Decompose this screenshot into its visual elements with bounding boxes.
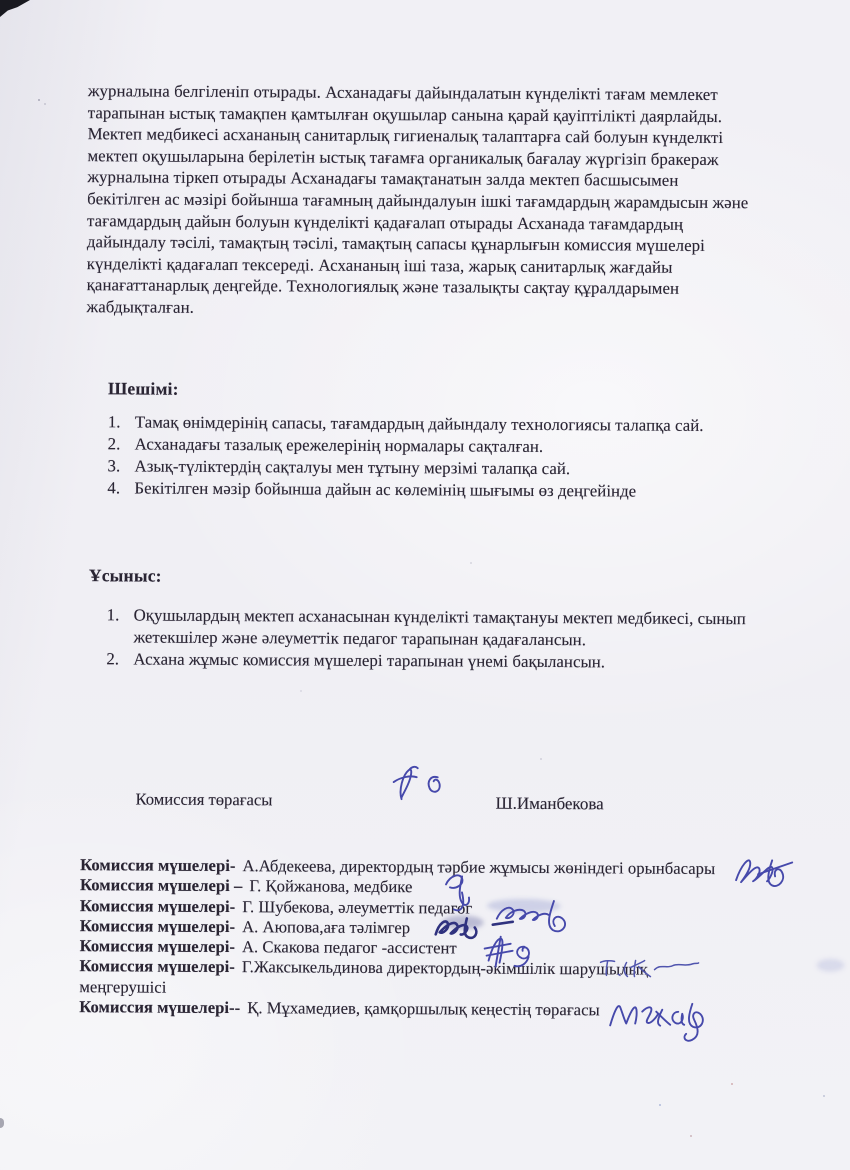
decision-heading: Шешімі: xyxy=(107,378,179,399)
suggestion-list xyxy=(106,604,746,674)
body-paragraph xyxy=(86,80,749,322)
member-text-wrap: меңгерушісі xyxy=(79,976,167,997)
chairman-label: Комиссия төрағасы xyxy=(135,789,273,810)
member-text: А. Аюпова,аға тәлімгер xyxy=(242,917,411,938)
item-text: Асханадағы тазалық ережелерінің нормалары сақталған. xyxy=(134,434,544,456)
item-text: Тамақ өнімдерінің сапасы, тағамдардың дайындалу технологиясы талапқа сай. xyxy=(134,412,704,435)
paragraph-line: журналына белгіленіп отырады. Асханадағы дайындалатын күнделікті тағам мемлекет xyxy=(87,81,718,105)
list-item xyxy=(106,604,745,652)
member-text: Г.Жаксыкельдинова директордың-әкімшілік шарушылық xyxy=(241,957,648,980)
item-text xyxy=(133,604,745,652)
ink-smudge xyxy=(817,959,845,972)
item-text: Асхана жұмыс комиссия мүшелері тарапынан үнемі бақылансын. xyxy=(133,649,606,672)
item-text: Бекітілген мәзір бойынша дайын ас көлемінің шығымы өз деңгейінде xyxy=(134,478,637,501)
member-text: Г. Қойжанова, медбике xyxy=(249,876,413,897)
member-label: Комиссия мүшелері- xyxy=(79,936,236,957)
paragraph-line: бекітілген ас мәзірі бойынша тағамның дайындалуын ішкі тағамдардың жарамдысын және xyxy=(87,189,749,213)
paragraph-line: мектеп оқушыларына берілетін ыстық тағамға органикалық бағалау жүргізіп бракераж xyxy=(87,145,719,169)
paragraph-line: жабдықталған. xyxy=(86,297,195,317)
signature-skakova xyxy=(477,931,541,969)
member-label: Комиссия мүшелері – xyxy=(79,875,243,896)
member-label: Комиссия мүшелері- xyxy=(80,855,236,876)
member-label: Комиссия мүшелері- xyxy=(79,956,235,977)
signature-zhaksykeldinova xyxy=(592,953,702,980)
member-label: Комиссия мүшелері- xyxy=(79,895,236,916)
list-item xyxy=(107,477,703,503)
member-text: А.Абдекеева, директордың тәрбие жұмысы жөніндегі орынбасары xyxy=(242,856,716,879)
item-number: 3. xyxy=(107,456,121,476)
item-text-line: жетекшілер және әлеуметтік педагог тарапынан қадағалансын. xyxy=(133,627,587,650)
item-number: 1. xyxy=(107,412,121,432)
member-label: Комиссия мүшелері- xyxy=(79,916,236,936)
signature-abdekeeva xyxy=(728,852,803,892)
decision-list xyxy=(107,411,703,503)
member-text: Қ. Мұхамедиев, қамқоршылық кеңестің төрағасы xyxy=(247,998,600,1020)
signature-chairman xyxy=(386,763,448,805)
chairman-name: Ш.Иманбекова xyxy=(495,793,604,814)
member-text: А. Скакова педагог -ассистент xyxy=(241,937,457,958)
paragraph-line: тарапынан ыстық тамақпен қамтылған оқушылар санына қарай қауіптілікті даярлайды. xyxy=(87,102,723,126)
paragraph-line: журналына тіркеп отырады Асханадағы тамақтанатын залда мектеп басшысымен xyxy=(87,167,679,191)
member-label: Комиссия мүшелері-- xyxy=(79,997,241,1018)
paragraph-line: тағамдардың дайын болуын күнделікті қадағалап отырады Асханада тағамдардың xyxy=(87,210,684,234)
paragraph-line: Мектеп медбикесі асхананың санитарлық гигиеналық талаптарға сай болуын күнделкті xyxy=(87,124,724,148)
item-number: 4. xyxy=(107,478,121,498)
item-number: 2. xyxy=(106,649,120,669)
item-number: 2. xyxy=(107,434,121,454)
list-item xyxy=(106,648,745,674)
paragraph-line: күнделікті қадағалап тексереді. Асхананың іші таза, жарық санитарлық жағдайы xyxy=(86,253,673,277)
paragraph-line: қанағаттанарлық деңгейде. Технологиялық және тазалықты сақтау құралдарымен xyxy=(86,275,680,299)
suggestion-heading: Ұсыныс: xyxy=(88,565,162,586)
item-text: Азық-түліктердің сақталуы мен тұтыну мерзімі талапқа сай. xyxy=(134,456,571,479)
signature-mukhamediev xyxy=(604,987,718,1046)
item-text-line: Оқушылардың мектеп асханасынан күнделікті тамақтануы мектеп медбикесі, сынып xyxy=(133,605,746,629)
signature-koizhanova xyxy=(436,868,478,914)
member-text: Г. Шубекова, әлеуметтік педагог xyxy=(242,896,473,918)
paragraph-line: дайындалу тәсілі, тамақтың тәсілі, тамақтың сапасы құнарлығын комиссия мүшелері xyxy=(86,232,705,256)
item-number: 1. xyxy=(106,605,120,625)
